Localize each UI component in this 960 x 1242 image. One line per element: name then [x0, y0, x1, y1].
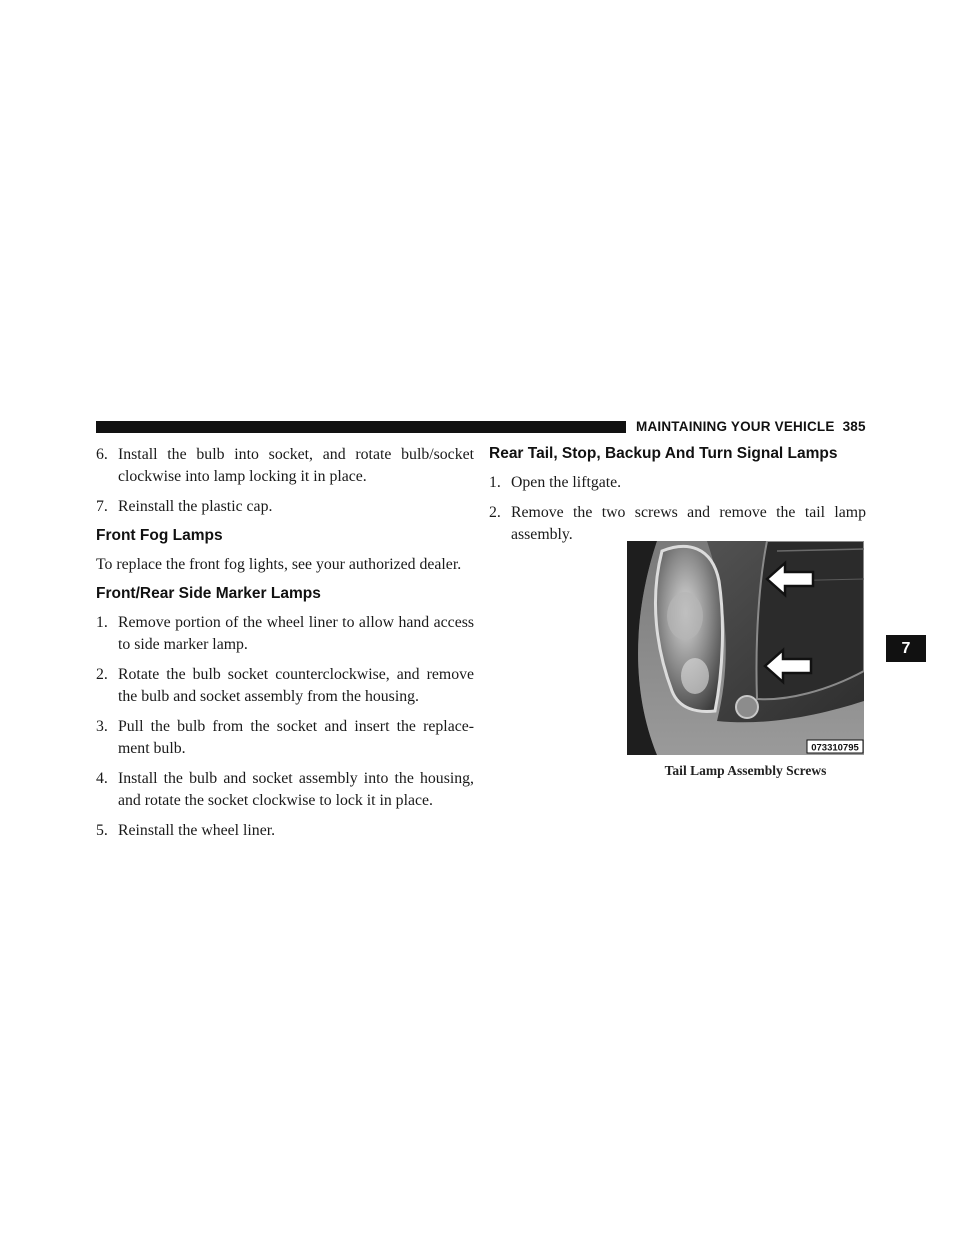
list-item: 3. Pull the bulb from the socket and insert the replace-ment bulb. — [96, 718, 474, 757]
header-rule — [96, 421, 626, 433]
list-item: 4. Install the bulb and socket assembly into the housing, and rotate the socket clockwise to lock it in place. — [96, 770, 474, 809]
section-heading-fog-lamps: Front Fog Lamps — [96, 527, 223, 544]
list-item: 1. Open the liftgate. — [489, 474, 622, 491]
list-item: 2. Remove the two screws and remove the tail lamp assembly. — [489, 504, 866, 543]
list-item: 6. Install the bulb into socket, and rotate bulb/socket clockwise into lamp locking it in place. — [96, 446, 474, 485]
running-header — [636, 419, 866, 434]
list-item: 2. Rotate the bulb socket counterclockwise, and remove the bulb and socket assembly from the housing. — [96, 666, 474, 705]
page-number: 385 — [842, 419, 866, 434]
fog-lamps-text: To replace the front fog lights, see your authorized dealer. — [96, 556, 462, 573]
right-column — [489, 444, 866, 554]
figure-caption: Tail Lamp Assembly Screws — [664, 763, 827, 778]
section-heading-side-marker: Front/Rear Side Marker Lamps — [96, 585, 321, 602]
section-title: MAINTAINING YOUR VEHICLE — [636, 419, 835, 434]
list-item: 7. Reinstall the plastic cap. — [96, 498, 273, 515]
section-heading-tail-lamps: Rear Tail, Stop, Backup And Turn Signal Lamps — [489, 445, 838, 462]
chapter-tab: 7 — [886, 635, 926, 662]
left-column — [96, 444, 474, 850]
list-item: 5. Reinstall the wheel liner. — [96, 822, 276, 839]
list-item: 1. Remove portion of the wheel liner to allow hand access to side marker lamp. — [96, 614, 474, 653]
image-code: 073310795 — [811, 742, 859, 754]
tail-lamp-photo — [627, 541, 864, 755]
